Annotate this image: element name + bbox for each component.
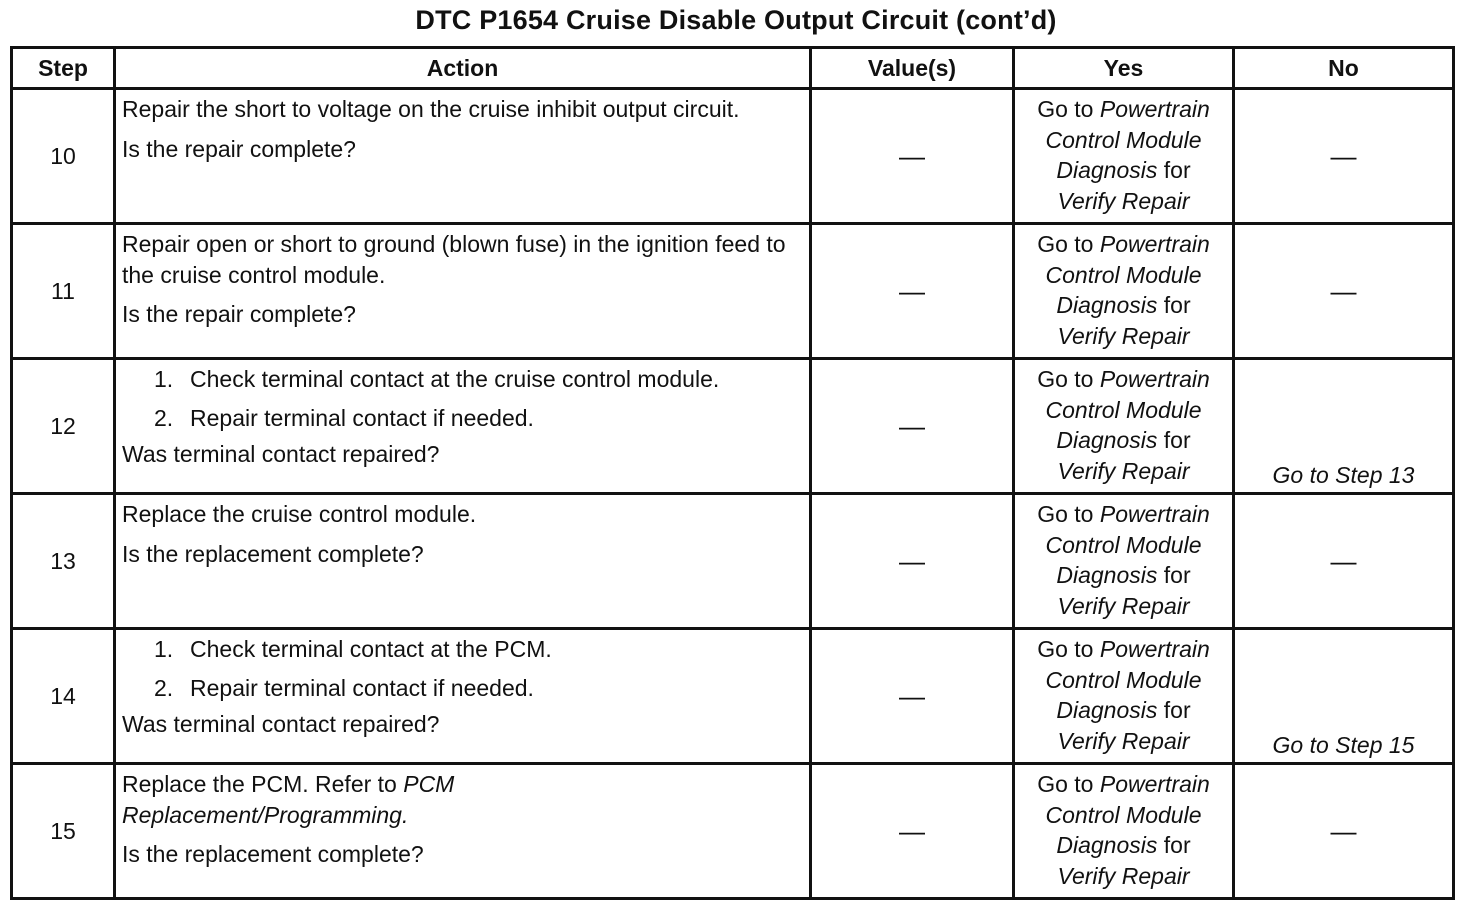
action-cell: [115, 89, 811, 224]
yes-ref-powertrain: Powertrain: [1099, 366, 1210, 392]
yes-cell: [1014, 224, 1234, 359]
action-list-item: 1. Check terminal contact at the cruise control module.: [154, 366, 720, 392]
action-text: Repair open or short to ground (blown fuse) in the ignition feed to the cruise control module.: [122, 231, 786, 288]
yes-for: for: [1163, 697, 1191, 723]
action-question: Is the replacement complete?: [122, 540, 424, 567]
action-ref-replacement: Replacement/Programming.: [122, 801, 409, 828]
step-number: 11: [12, 224, 115, 359]
yes-ref-verify-repair: Verify Repair: [1057, 727, 1190, 754]
table-row: [12, 764, 1454, 899]
action-question: Is the replacement complete?: [122, 841, 424, 867]
yes-go-to: Go to: [1037, 96, 1094, 122]
yes-go-to: Go to: [1037, 636, 1094, 662]
action-list-text: Check terminal contact at the PCM.: [190, 636, 552, 662]
table-row: [12, 224, 1454, 359]
yes-ref-control-module: Control Module: [1045, 801, 1202, 828]
yes-ref-powertrain: Powertrain: [1099, 96, 1210, 122]
action-list-text: Repair terminal contact if needed.: [190, 404, 534, 431]
action-question: Is the repair complete?: [122, 135, 356, 162]
step-number: 13: [12, 494, 115, 629]
step-number: 15: [12, 764, 115, 899]
yes-ref-verify-repair: Verify Repair: [1057, 592, 1190, 619]
header-values: Value(s): [811, 48, 1014, 89]
yes-go-to: Go to: [1037, 231, 1094, 257]
step-number: 14: [12, 629, 115, 764]
no-cell: —: [1234, 89, 1454, 224]
yes-ref-control-module: Control Module: [1045, 261, 1202, 288]
yes-ref-powertrain: Powertrain: [1099, 771, 1210, 797]
yes-ref-diagnosis: Diagnosis: [1056, 697, 1158, 723]
value-cell: —: [811, 359, 1014, 494]
yes-ref-diagnosis: Diagnosis: [1056, 157, 1158, 183]
yes-cell: [1014, 359, 1234, 494]
yes-cell: [1014, 764, 1234, 899]
action-question: Is the repair complete?: [122, 301, 356, 327]
action-cell: [115, 629, 811, 764]
yes-ref-diagnosis: Diagnosis: [1056, 292, 1158, 318]
table-row: [12, 629, 1454, 764]
action-cell: [115, 359, 811, 494]
yes-ref-powertrain: Powertrain: [1099, 231, 1210, 257]
yes-for: for: [1163, 157, 1191, 183]
action-question: Was terminal contact repaired?: [122, 711, 440, 737]
action-text: Replace the PCM. Refer to: [122, 771, 397, 797]
diagnostic-table: [10, 46, 1455, 900]
action-question: Was terminal contact repaired?: [122, 441, 440, 467]
yes-ref-diagnosis: Diagnosis: [1056, 832, 1158, 858]
header-action: Action: [115, 48, 811, 89]
yes-ref-verify-repair: Verify Repair: [1057, 862, 1190, 889]
yes-ref-diagnosis: Diagnosis: [1056, 427, 1158, 453]
action-list-text: Repair terminal contact if needed.: [190, 674, 534, 701]
page-title: DTC P1654 Cruise Disable Output Circuit (cont’d): [415, 5, 1057, 35]
step-number: 10: [12, 89, 115, 224]
yes-for: for: [1163, 292, 1191, 318]
yes-cell: [1014, 89, 1234, 224]
action-text: Replace the cruise control module.: [122, 501, 477, 527]
yes-ref-control-module: Control Module: [1045, 396, 1202, 423]
action-list-item: 1. Check terminal contact at the PCM.: [154, 636, 552, 662]
yes-ref-verify-repair: Verify Repair: [1057, 322, 1190, 349]
table-row: [12, 89, 1454, 224]
yes-ref-powertrain: Powertrain: [1099, 636, 1210, 662]
yes-cell: [1014, 629, 1234, 764]
action-text: Repair the short to voltage on the cruise inhibit output circuit.: [122, 96, 740, 122]
value-cell: —: [811, 629, 1014, 764]
value-cell: —: [811, 494, 1014, 629]
yes-for: for: [1163, 427, 1191, 453]
header-no: No: [1234, 48, 1454, 89]
no-cell: —: [1234, 764, 1454, 899]
no-cell: —: [1234, 494, 1454, 629]
yes-go-to: Go to: [1037, 771, 1094, 797]
yes-ref-control-module: Control Module: [1045, 666, 1202, 693]
header-step: Step: [12, 48, 115, 89]
action-ref-pcm: PCM: [403, 771, 455, 797]
no-cell: —: [1234, 224, 1454, 359]
table-row: [12, 359, 1454, 494]
yes-ref-control-module: Control Module: [1045, 531, 1202, 558]
action-cell: [115, 224, 811, 359]
action-list-item: 2. Repair terminal contact if needed.: [154, 404, 534, 431]
yes-ref-verify-repair: Verify Repair: [1057, 187, 1190, 214]
yes-go-to: Go to: [1037, 366, 1094, 392]
no-cell: Go to Step 15: [1234, 629, 1454, 764]
no-cell: Go to Step 13: [1234, 359, 1454, 494]
yes-ref-control-module: Control Module: [1045, 126, 1202, 153]
table-row: [12, 494, 1454, 629]
value-cell: —: [811, 224, 1014, 359]
yes-for: for: [1163, 832, 1191, 858]
action-list-item: 2. Repair terminal contact if needed.: [154, 674, 534, 701]
yes-go-to: Go to: [1037, 501, 1094, 527]
yes-cell: [1014, 494, 1234, 629]
action-list-text: Check terminal contact at the cruise control module.: [190, 366, 720, 392]
yes-ref-verify-repair: Verify Repair: [1057, 457, 1190, 484]
action-cell: [115, 494, 811, 629]
yes-ref-powertrain: Powertrain: [1099, 501, 1210, 527]
header-yes: Yes: [1014, 48, 1234, 89]
action-cell: [115, 764, 811, 899]
value-cell: —: [811, 89, 1014, 224]
step-number: 12: [12, 359, 115, 494]
header-row: [12, 48, 1454, 89]
yes-ref-diagnosis: Diagnosis: [1056, 562, 1158, 588]
value-cell: —: [811, 764, 1014, 899]
yes-for: for: [1163, 562, 1191, 588]
